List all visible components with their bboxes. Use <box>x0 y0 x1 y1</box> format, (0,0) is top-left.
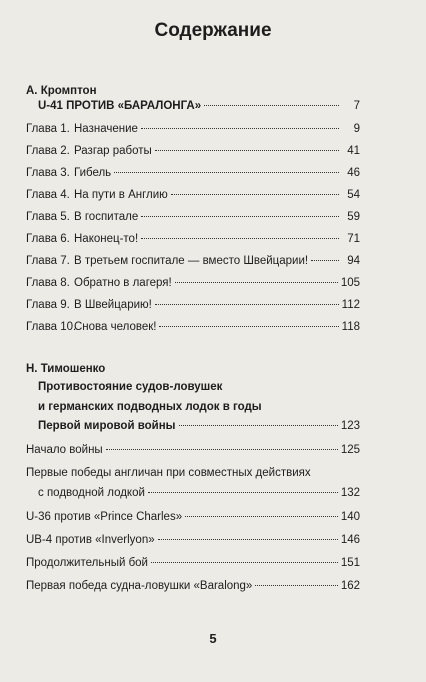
chapter-title: Назначение <box>74 123 138 135</box>
toc-entry-page: 123 <box>340 420 360 432</box>
leader-dots <box>148 492 338 493</box>
chapter-title: В третьем госпитале — вместо Швейцарии! <box>74 255 309 267</box>
author-timoshenko: Н. Тимошенко <box>26 363 106 375</box>
chapter-page: 118 <box>341 321 360 333</box>
page-title: Содержание <box>154 20 272 41</box>
toc-chapter-10 <box>26 321 360 337</box>
chapter-number: Глава 9. <box>26 299 70 311</box>
chapter-title: На пути в Англию <box>74 189 168 201</box>
leader-dots <box>255 585 337 586</box>
toc-entry-title: Первой мировой войны <box>38 420 176 432</box>
toc-chapter-8 <box>26 277 360 293</box>
chapter-title: Разгар работы <box>74 145 152 157</box>
chapter-number: Глава 8. <box>26 277 70 289</box>
toc-entry-page: 125 <box>340 444 360 456</box>
chapter-page: 54 <box>347 189 360 201</box>
leader-dots <box>185 516 338 517</box>
leader-dots <box>175 282 338 283</box>
toc-entry-page: 7 <box>353 100 360 112</box>
toc-chapter-9 <box>26 299 360 315</box>
toc-chapter-1 <box>26 123 360 139</box>
chapter-number: Глава 1. <box>26 123 70 135</box>
chapter-page: 41 <box>347 145 360 157</box>
toc-entry-title: Продолжительный бой <box>26 557 148 569</box>
toc-chapter-2 <box>26 145 360 161</box>
chapter-number: Глава 5. <box>26 211 70 223</box>
leader-dots <box>158 539 338 540</box>
chapter-page: 71 <box>347 233 360 245</box>
toc-entry-page: 132 <box>340 487 360 499</box>
chapter-number: Глава 10. <box>26 321 77 333</box>
toc-entry-page: 140 <box>340 511 360 523</box>
toc-entry-first-victories-line1: Первые победы англичан при совместных действиях <box>26 467 311 479</box>
leader-dots <box>179 425 338 426</box>
toc-entry-u36 <box>26 511 360 527</box>
toc-entry-long-battle <box>26 557 360 573</box>
chapter-page: 46 <box>347 167 360 179</box>
toc-entry-page: 162 <box>340 580 360 592</box>
toc-entry-first-victories <box>38 487 360 503</box>
chapter-page: 112 <box>341 299 360 311</box>
toc-entry-title: Начало войны <box>26 444 103 456</box>
toc-chapter-5 <box>26 211 360 227</box>
toc-entry-title: Первая победа судна-ловушки «Baralong» <box>26 580 253 592</box>
toc-entry-book2 <box>38 420 360 436</box>
leader-dots <box>311 260 339 261</box>
toc-entry-ub4 <box>26 534 360 550</box>
toc-entry-start-war <box>26 444 360 460</box>
chapter-title: Гибель <box>74 167 112 179</box>
toc-entry-baralong <box>26 580 360 596</box>
book2-title-line1: Противостояние судов-ловушек <box>38 381 223 393</box>
book2-title-line2: и германских подводных лодок в годы <box>38 401 262 413</box>
page-number: 5 <box>209 631 217 646</box>
leader-dots <box>141 238 339 239</box>
chapter-title: В Швейцарию! <box>74 299 152 311</box>
leader-dots <box>204 105 339 106</box>
toc-chapter-4 <box>26 189 360 205</box>
toc-chapter-3 <box>26 167 360 183</box>
leader-dots <box>159 326 338 327</box>
chapter-title: Наконец-то! <box>74 233 139 245</box>
toc-chapter-7 <box>26 255 360 271</box>
toc-entry-title: U-36 против «Prince Charles» <box>26 511 183 523</box>
chapter-number: Глава 4. <box>26 189 70 201</box>
leader-dots <box>151 562 338 563</box>
leader-dots <box>141 128 339 129</box>
toc-entry-page: 146 <box>340 534 360 546</box>
leader-dots <box>114 172 339 173</box>
leader-dots <box>141 216 339 217</box>
chapter-title: В госпитале <box>74 211 139 223</box>
toc-entry-title: U-41 ПРОТИВ «БАРАЛОНГА» <box>38 100 202 112</box>
chapter-number: Глава 3. <box>26 167 70 179</box>
leader-dots <box>171 194 339 195</box>
leader-dots <box>106 449 338 450</box>
leader-dots <box>155 150 339 151</box>
chapter-page: 9 <box>353 123 360 135</box>
chapter-page: 94 <box>347 255 360 267</box>
chapter-number: Глава 2. <box>26 145 70 157</box>
chapter-number: Глава 7. <box>26 255 70 267</box>
chapter-title: Обратно в лагеря! <box>74 277 172 289</box>
chapter-title: Снова человек! <box>74 321 157 333</box>
toc-entry-page: 151 <box>340 557 360 569</box>
chapter-number: Глава 6. <box>26 233 70 245</box>
chapter-page: 59 <box>347 211 360 223</box>
toc-chapter-6 <box>26 233 360 249</box>
toc-entry-title: с подводной лодкой <box>38 487 145 499</box>
chapter-page: 105 <box>340 277 360 289</box>
toc-entry-title: UB-4 против «Inverlyon» <box>26 534 155 546</box>
leader-dots <box>155 304 339 305</box>
toc-entry-book1 <box>38 100 360 116</box>
author-krompton: А. Кромптон <box>26 85 97 97</box>
